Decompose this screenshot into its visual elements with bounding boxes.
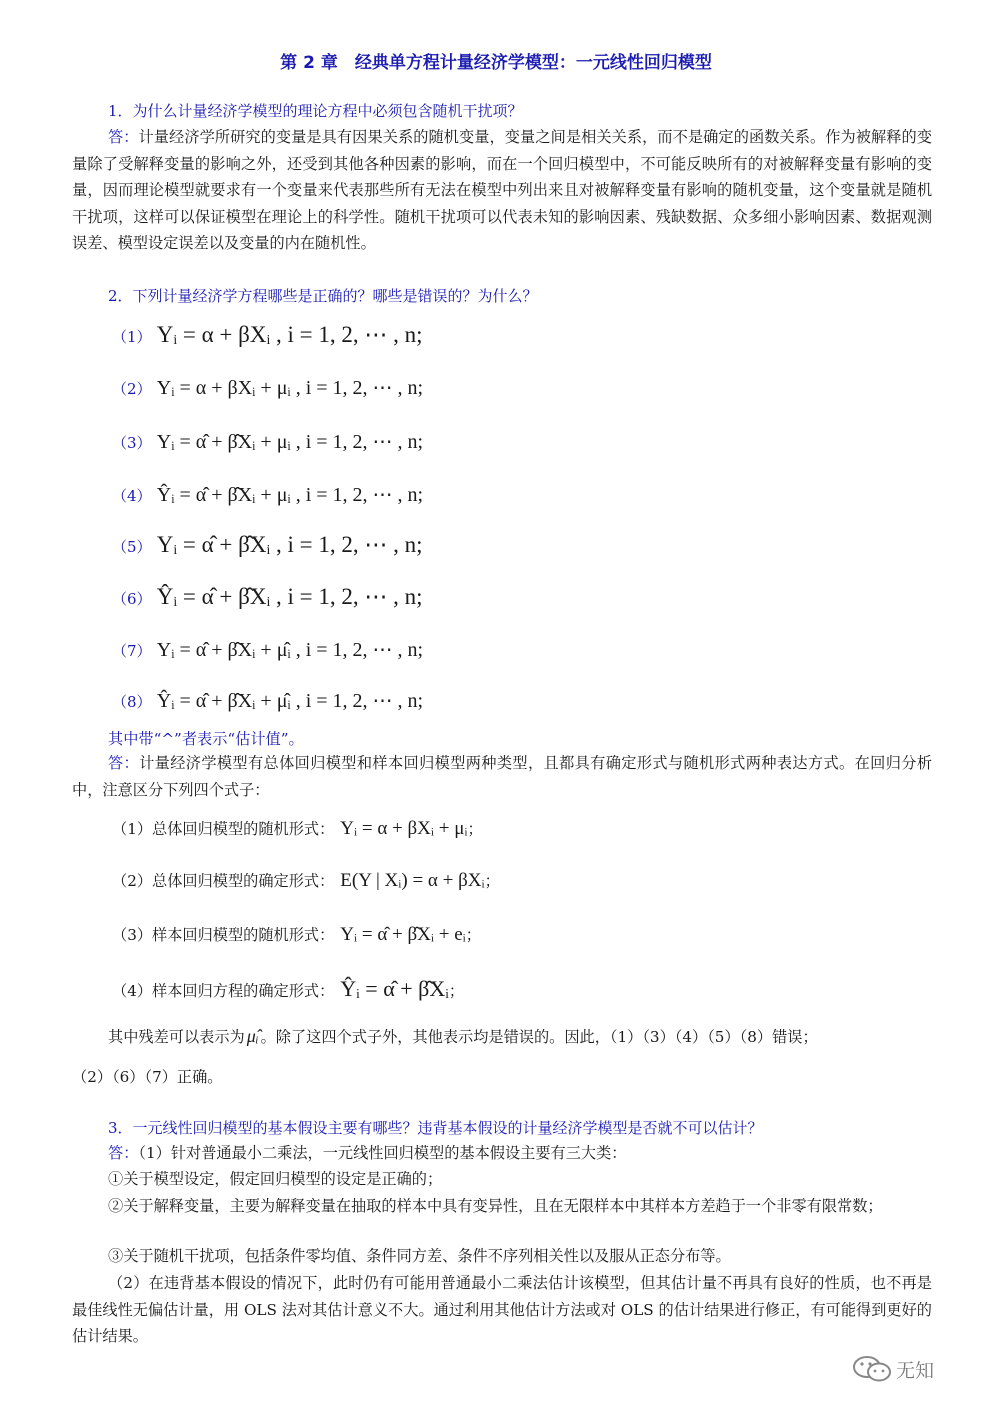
answer-3-prefix: 答： bbox=[108, 1144, 139, 1162]
equation-number: （7） bbox=[112, 642, 152, 660]
wechat-icon bbox=[852, 1354, 892, 1384]
equation-formula: Ŷᵢ = α̂ + β̂Xᵢ + μ̂ᵢ , i = 1, 2, ⋯ , n; bbox=[156, 690, 424, 712]
regression-form bbox=[112, 818, 483, 840]
conclusion-part-a: 其中残差可以表示为 bbox=[108, 1028, 245, 1046]
question-2: 2．下列计量经济学方程哪些是正确的？哪些是错误的？为什么？ bbox=[108, 287, 538, 305]
conclusion-line bbox=[108, 1026, 818, 1047]
question-3: 3．一元线性回归模型的基本假设主要有哪些？违背基本假设的计量经济学模型是否就不可以估计？ bbox=[108, 1119, 763, 1137]
form-formula: Ŷᵢ = α̂ + β̂Xᵢ bbox=[340, 976, 449, 1001]
equation-number: （4） bbox=[112, 487, 152, 505]
answer-2 bbox=[72, 750, 932, 803]
form-label: （1）总体回归模型的随机形式： bbox=[112, 820, 335, 838]
form-formula: Yᵢ = α̂ + β̂Xᵢ + eᵢ bbox=[340, 924, 466, 945]
equation-formula: Yᵢ = α + βXᵢ + μᵢ , i = 1, 2, ⋯ , n; bbox=[156, 377, 424, 399]
form-end: ； bbox=[448, 982, 464, 1000]
residual-symbol: μ̂ᵢ bbox=[246, 1026, 259, 1046]
answer-3-text: （1）针对普通最小二乘法，一元线性回归模型的基本假设主要有三大类： bbox=[138, 1144, 627, 1162]
answer-1 bbox=[72, 124, 932, 257]
chapter-title: 第 2 章 经典单方程计量经济学模型：一元线性回归模型 bbox=[280, 53, 712, 73]
hat-note: 其中带“^”者表示“估计值”。 bbox=[108, 730, 304, 748]
answer-2-text: 计量经济学模型有总体回归模型和样本回归模型两种类型，且都具有确定形式与随机形式两种表达方式。在回归分析中，注意区分下列四个式子： bbox=[72, 754, 933, 799]
equation-number: （5） bbox=[112, 538, 152, 556]
watermark-text: 无知 bbox=[896, 1359, 935, 1382]
equation-formula: Yᵢ = α + βXᵢ , i = 1, 2, ⋯ , n; bbox=[156, 322, 423, 347]
equation-number: （2） bbox=[112, 380, 152, 398]
form-label: （2）总体回归模型的确定形式： bbox=[112, 872, 335, 890]
watermark bbox=[852, 1354, 934, 1384]
form-label: （4）样本回归方程的确定形式： bbox=[112, 982, 335, 1000]
form-label: （3）样本回归模型的随机形式： bbox=[112, 926, 335, 944]
form-end: ； bbox=[484, 872, 500, 890]
equation-number: （8） bbox=[112, 693, 152, 711]
regression-form bbox=[112, 976, 464, 1002]
equation-formula: Ŷᵢ = α̂ + β̂Xᵢ + μᵢ , i = 1, 2, ⋯ , n; bbox=[156, 484, 424, 506]
answer-1-text: 计量经济学所研究的变量是具有因果关系的随机变量，变量之间是相关关系，而不是确定的函数关系。作为被解释的变量除了受解释变量的影响之外，还受到其他各种因素的影响，而在一个回归模型中，不可能反映所有的对被解释变量有影响的变量，因而理论模型就要求有一个变量来代表那些所有无法在模型中列出来且对被解释变量有影响的随机变量，这个变量就是随机干扰项，这样可以保证模型在理论上的科学性。随机干扰项可以代表未知的影响因素、残缺数据、众多细小影响因素、数据观测误差、模型设定误差以及变量的内在随机性。 bbox=[72, 128, 933, 252]
form-end: ； bbox=[465, 926, 481, 944]
equation-row bbox=[112, 429, 423, 454]
assumption-item-3: ③关于随机干扰项，包括条件零均值、条件同方差、条件不序列相关性以及服从正态分布等。 bbox=[108, 1247, 731, 1265]
equation-number: （6） bbox=[112, 590, 152, 608]
equation-formula: Yᵢ = α̂ + β̂Xᵢ + μᵢ , i = 1, 2, ⋯ , n; bbox=[156, 431, 424, 453]
question-1: 1．为什么计量经济学模型的理论方程中必须包含随机干扰项？ bbox=[108, 102, 523, 120]
assumption-item-1: ①关于模型设定，假定回归模型的设定是正确的； bbox=[108, 1170, 443, 1188]
answer-3-part-2: （2）在违背基本假设的情况下，此时仍有可能用普通最小二乘法估计该模型，但其估计量不再具有良好的性质，也不再是最佳线性无偏估计量，用 OLS 法对其估计意义不大。通过利用其他估计方法或对 OLS 的估计结果进行修正，有可能得到更好的估计结果。 bbox=[72, 1274, 932, 1345]
equation-row bbox=[112, 322, 422, 348]
assumption-item-2: ②关于解释变量，主要为解释变量在抽取的样本中具有变异性，且在无限样本中其样本方差趋于一个非零有限常数； bbox=[108, 1197, 883, 1215]
regression-form bbox=[112, 924, 481, 946]
equation-row bbox=[112, 532, 422, 558]
equation-formula: Yᵢ = α̂ + β̂Xᵢ , i = 1, 2, ⋯ , n; bbox=[156, 532, 423, 557]
form-formula: Yᵢ = α + βXᵢ + μᵢ bbox=[340, 818, 468, 839]
form-end: ； bbox=[467, 820, 483, 838]
equation-row bbox=[112, 375, 423, 400]
conclusion-line-2: （2）（6）（7）正确。 bbox=[72, 1068, 223, 1086]
equation-row bbox=[112, 584, 422, 610]
equation-number: （3） bbox=[112, 434, 152, 452]
conclusion-part-b: 。除了这四个式子外，其他表示均是错误的。因此，（1）（3）（4）（5）（8）错误； bbox=[260, 1028, 818, 1046]
equation-row bbox=[112, 637, 423, 662]
equation-row bbox=[112, 688, 423, 713]
equation-formula: Yᵢ = α̂ + β̂Xᵢ + μ̂ᵢ , i = 1, 2, ⋯ , n; bbox=[156, 639, 424, 661]
equation-formula: Ŷᵢ = α̂ + β̂Xᵢ , i = 1, 2, ⋯ , n; bbox=[156, 584, 423, 609]
equation-number: （1） bbox=[112, 328, 152, 346]
equation-row bbox=[112, 482, 423, 507]
regression-form bbox=[112, 870, 500, 892]
answer-3-line1 bbox=[108, 1142, 626, 1163]
form-formula: E(Y | Xᵢ) = α + βXᵢ bbox=[340, 870, 485, 891]
answer-2-prefix: 答： bbox=[108, 754, 140, 772]
answer-1-prefix: 答： bbox=[108, 128, 139, 146]
